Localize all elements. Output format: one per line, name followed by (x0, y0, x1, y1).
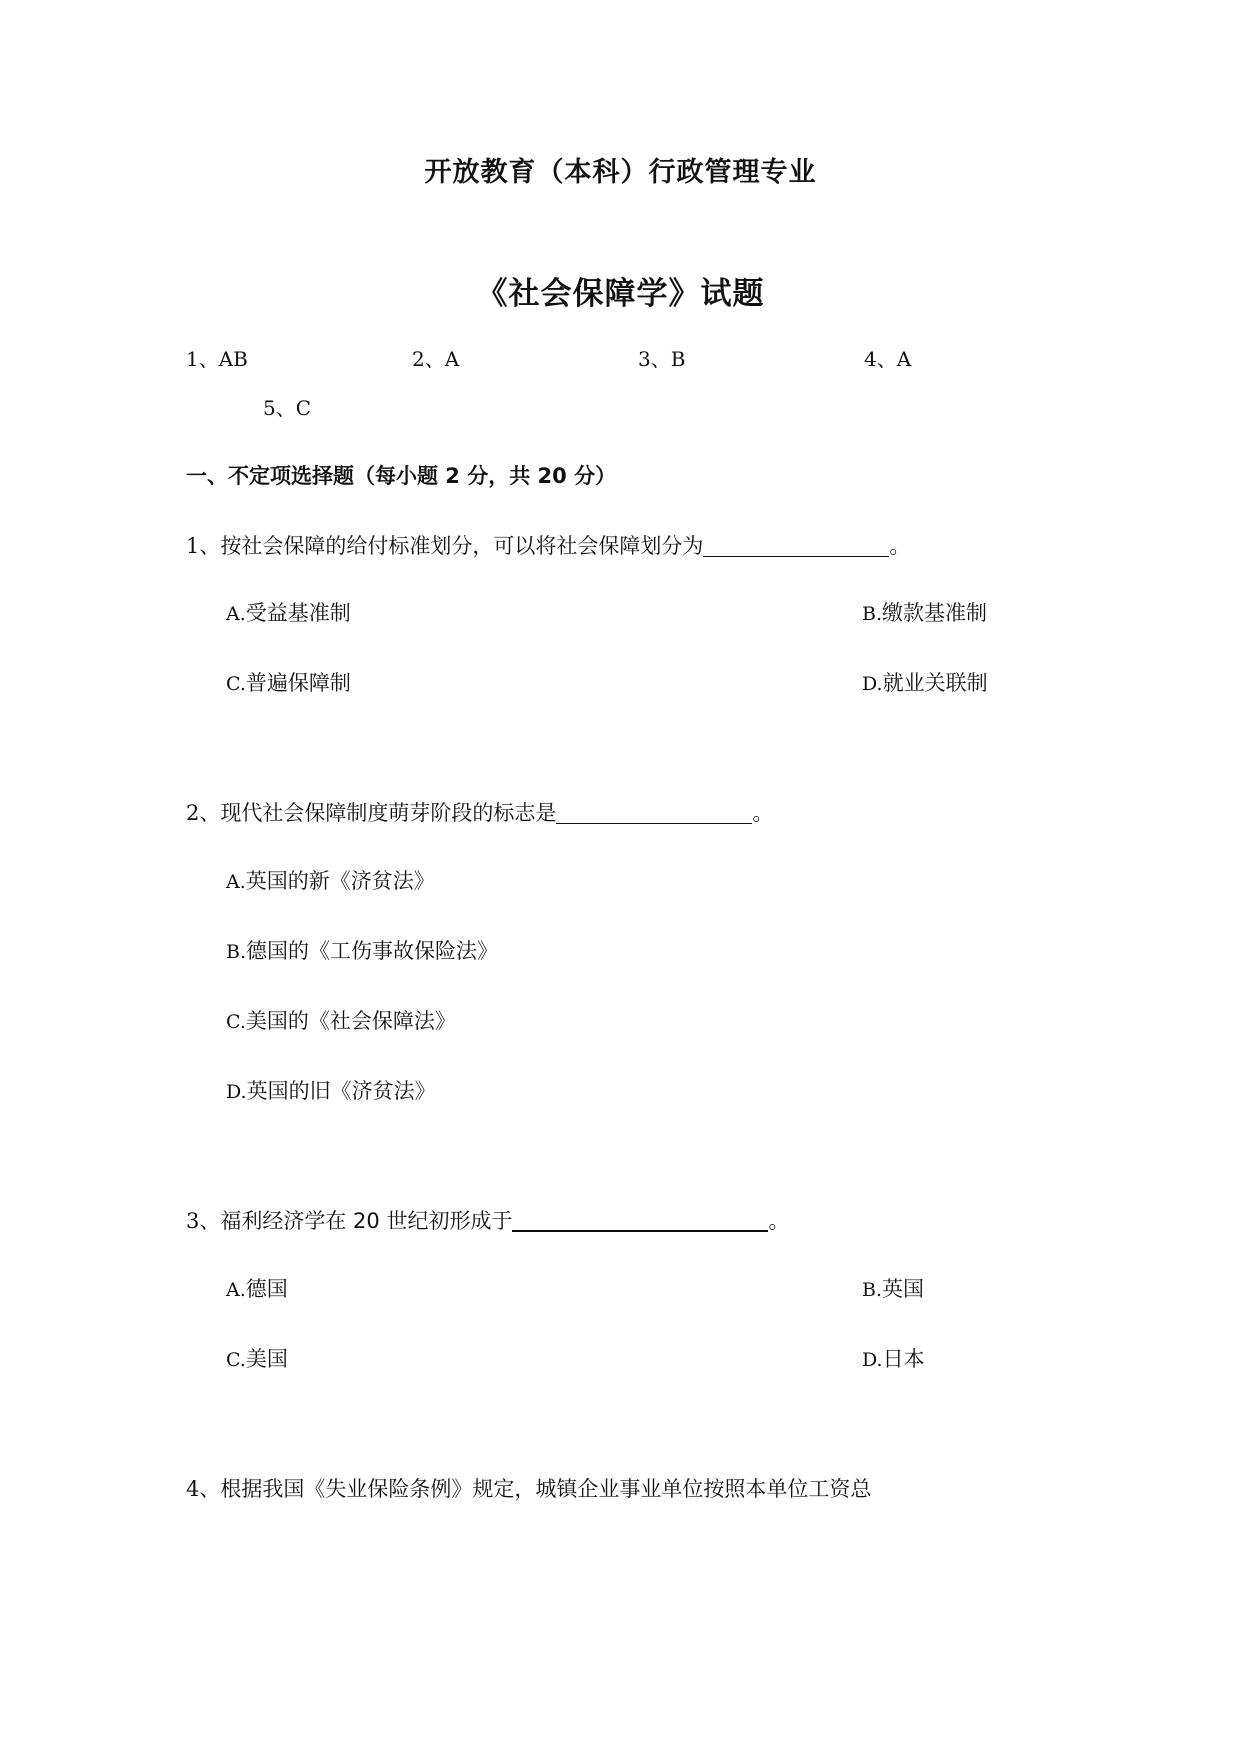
option-text: 日本 (882, 1347, 925, 1371)
option-letter: C. (226, 1349, 246, 1371)
question-end: 。 (752, 801, 774, 825)
option-d (862, 667, 988, 697)
option-a (226, 865, 435, 895)
question-number: 2、 (186, 801, 221, 825)
question-2 (186, 797, 773, 827)
option-letter: A. (226, 871, 246, 893)
document-title: 开放教育（本科）行政管理专业 (424, 157, 817, 188)
option-letter: A. (226, 603, 246, 625)
option-letter: B. (862, 1279, 883, 1301)
option-text: 缴款基准制 (882, 601, 988, 625)
option-c (226, 1343, 288, 1373)
option-letter: D. (862, 673, 883, 695)
answer-3: 3、B (638, 347, 686, 371)
option-d (862, 1343, 925, 1373)
option-a (226, 1273, 288, 1303)
answer-blank (512, 1207, 768, 1232)
question-4 (186, 1473, 871, 1503)
question-text: 按社会保障的给付标准划分，可以将社会保障划分为 (220, 534, 704, 558)
answer-4: 4、A (864, 347, 912, 371)
answer-1: 1、AB (186, 347, 248, 371)
answer-blank (556, 800, 752, 824)
option-letter: A. (226, 1279, 246, 1301)
option-text: 德国的《工伤事故保险法》 (246, 939, 499, 963)
option-letter: B. (862, 603, 883, 625)
option-letter: C. (226, 1011, 246, 1033)
option-letter: D. (226, 1081, 247, 1103)
option-b (862, 597, 987, 627)
section-heading: 一、不定项选择题（每小题 2 分，共 20 分） (186, 464, 617, 488)
option-letter: B. (226, 941, 247, 963)
answer-blank (703, 533, 889, 557)
option-text: 就业关联制 (882, 671, 988, 695)
option-text: 德国 (245, 1277, 288, 1301)
option-c (226, 1005, 456, 1035)
question-text: 现代社会保障制度萌芽阶段的标志是 (220, 801, 557, 825)
option-d (226, 1075, 436, 1105)
option-c (226, 667, 351, 697)
question-3 (186, 1205, 789, 1235)
option-text: 普遍保障制 (245, 671, 351, 695)
question-end: 。 (889, 534, 911, 558)
option-b (862, 1273, 924, 1303)
question-number: 3、 (186, 1209, 221, 1233)
option-text: 美国的《社会保障法》 (245, 1009, 456, 1033)
option-a (226, 597, 351, 627)
exam-title: 《社会保障学》试题 (476, 276, 765, 312)
answer-2: 2、A (412, 347, 460, 371)
option-letter: D. (862, 1349, 883, 1371)
question-text: 福利经济学在 20 世纪初形成于 (220, 1209, 513, 1233)
option-text: 受益基准制 (245, 601, 351, 625)
option-text: 英国的旧《济贫法》 (246, 1079, 436, 1103)
option-text: 英国的新《济贫法》 (245, 869, 435, 893)
question-number: 1、 (186, 534, 221, 558)
question-number: 4、 (186, 1477, 221, 1501)
question-text: 根据我国《失业保险条例》规定，城镇企业事业单位按照本单位工资总 (220, 1477, 872, 1501)
option-b (226, 935, 498, 965)
question-1 (186, 530, 910, 560)
option-letter: C. (226, 673, 246, 695)
answer-5: 5、C (263, 396, 312, 420)
option-text: 美国 (245, 1347, 288, 1371)
question-end: 。 (768, 1209, 790, 1233)
option-text: 英国 (882, 1277, 925, 1301)
